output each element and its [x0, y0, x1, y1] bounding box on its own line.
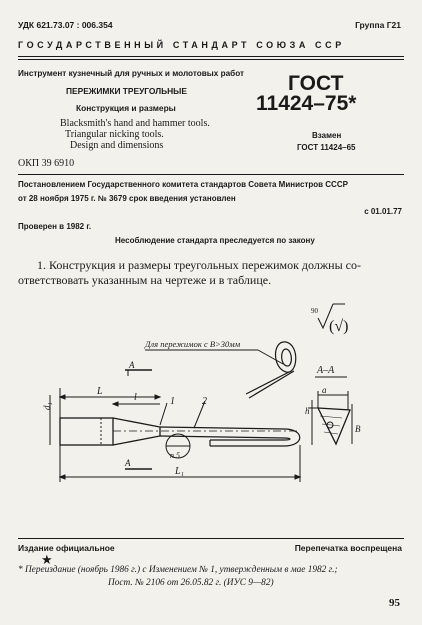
- reissue-note-line-1: * Переиздание (ноябрь 1986 г.) с Изменением № 1, утвержденным в мае 1982 г.;: [18, 565, 338, 575]
- dim-L: L: [97, 386, 103, 397]
- title-en-line-1: Blacksmith's hand and hammer tools.: [60, 118, 210, 129]
- roughness-paren: (√): [329, 318, 349, 335]
- star-mark: ★: [41, 552, 53, 567]
- position-1: 1: [170, 396, 175, 407]
- no-reprint: Перепечатка воспрещена: [294, 543, 402, 553]
- section-view: [308, 391, 352, 445]
- dim-d1: d₁: [42, 402, 52, 410]
- udc-code: УДК 621.73.07 : 006.354: [18, 20, 113, 30]
- replaces-value: ГОСТ 11424–65: [297, 143, 356, 152]
- section-a-bottom: A: [125, 458, 131, 468]
- reissue-note-line-2: Пост. № 2106 от 26.05.82 г. (ИУС 9—82): [108, 578, 274, 588]
- roughness-value: 90: [311, 307, 318, 315]
- title-line-3: Конструкция и размеры: [76, 103, 176, 113]
- title-line-2: ПЕРЕЖИМКИ ТРЕУГОЛЬНЫЕ: [66, 86, 187, 96]
- okp-code: ОКП 39 6910: [18, 158, 75, 169]
- dim-L1: L₁: [175, 466, 185, 477]
- title-en-line-2: Triangular nicking tools.: [65, 129, 164, 140]
- gost-number: 11424–75*: [256, 92, 357, 115]
- penalty-note: Несоблюдение стандарта преследуется по закону: [115, 236, 315, 245]
- decree-line-2: от 28 ноября 1975 г. № 3679 срок введения установлен: [18, 194, 236, 203]
- section-label: А–А: [317, 365, 335, 376]
- decree-line-1: Постановлением Государственного комитета стандартов Совета Министров СССР: [18, 180, 348, 189]
- dim-l: l: [134, 392, 137, 403]
- footer-rule: [18, 538, 404, 539]
- dim-B: B: [355, 424, 361, 434]
- dim-a: a: [322, 385, 327, 395]
- title-line-1: Инструмент кузнечный для ручных и молотовых работ: [18, 69, 245, 78]
- group-code: Группа Г21: [355, 20, 401, 30]
- effective-date: с 01.01.77: [364, 207, 402, 216]
- official-edition: Издание официальное: [18, 543, 115, 553]
- page-number: 95: [389, 597, 400, 609]
- section-a-top: A: [129, 360, 135, 370]
- position-2: 2: [202, 396, 207, 407]
- paragraph-line-1: 1. Конструкция и размеры треугольных пережимок должны со-: [37, 258, 361, 272]
- title-en-line-3: Design and dimensions: [70, 140, 164, 151]
- circle-label: n.5: [170, 451, 180, 460]
- handle-note: Для пережимок с B>30мм: [145, 339, 241, 349]
- state-standard-heading: ГОСУДАРСТВЕННЫЙ СТАНДАРТ СОЮЗА ССР: [18, 40, 345, 50]
- replaces-label: Взамен: [312, 131, 342, 140]
- checked-note: Проверен в 1982 г.: [18, 222, 92, 231]
- gost-label: ГОСТ: [288, 72, 344, 95]
- dim-h: h: [305, 406, 310, 416]
- paragraph-line-2: ответствовать указанным на чертеже и в таблице.: [18, 273, 272, 287]
